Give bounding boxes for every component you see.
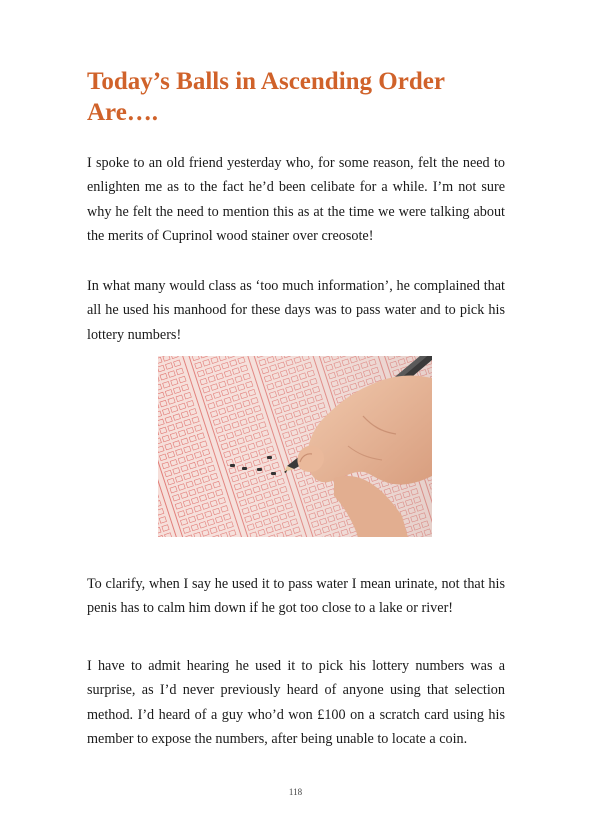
body-paragraph-2: In what many would class as ‘too much information’, he complained that all he used his manhood for these days was to pass water and to pick his lottery numbers!: [87, 278, 505, 343]
lottery-ticket-photo: [158, 356, 432, 537]
body-paragraph-1: I spoke to an old friend yesterday who, for some reason, felt the need to enlighten me as to the fact he’d been celibate for a while. I’m not sure why he felt the need to mention this as at the time we were talking about the merits of Cuprinol wood stainer over creosote!: [87, 155, 505, 244]
page-title: Today’s Balls in Ascending Order Are….: [87, 68, 445, 126]
body-paragraph-4: I have to admit hearing he used it to pick his lottery numbers was a surprise, as I’d never previously heard of anyone using that selection method. I’d heard of a guy who’d won £100 on a scratch card using his member to expose the numbers, after being unable to locate a coin.: [87, 658, 505, 747]
page-number: 118: [288, 787, 303, 797]
body-paragraph-3: To clarify, when I say he used it to pass water I mean urinate, not that his penis has to calm him down if he got too close to a lake or river!: [87, 576, 505, 617]
lottery-ticket-illustration: [158, 356, 432, 537]
